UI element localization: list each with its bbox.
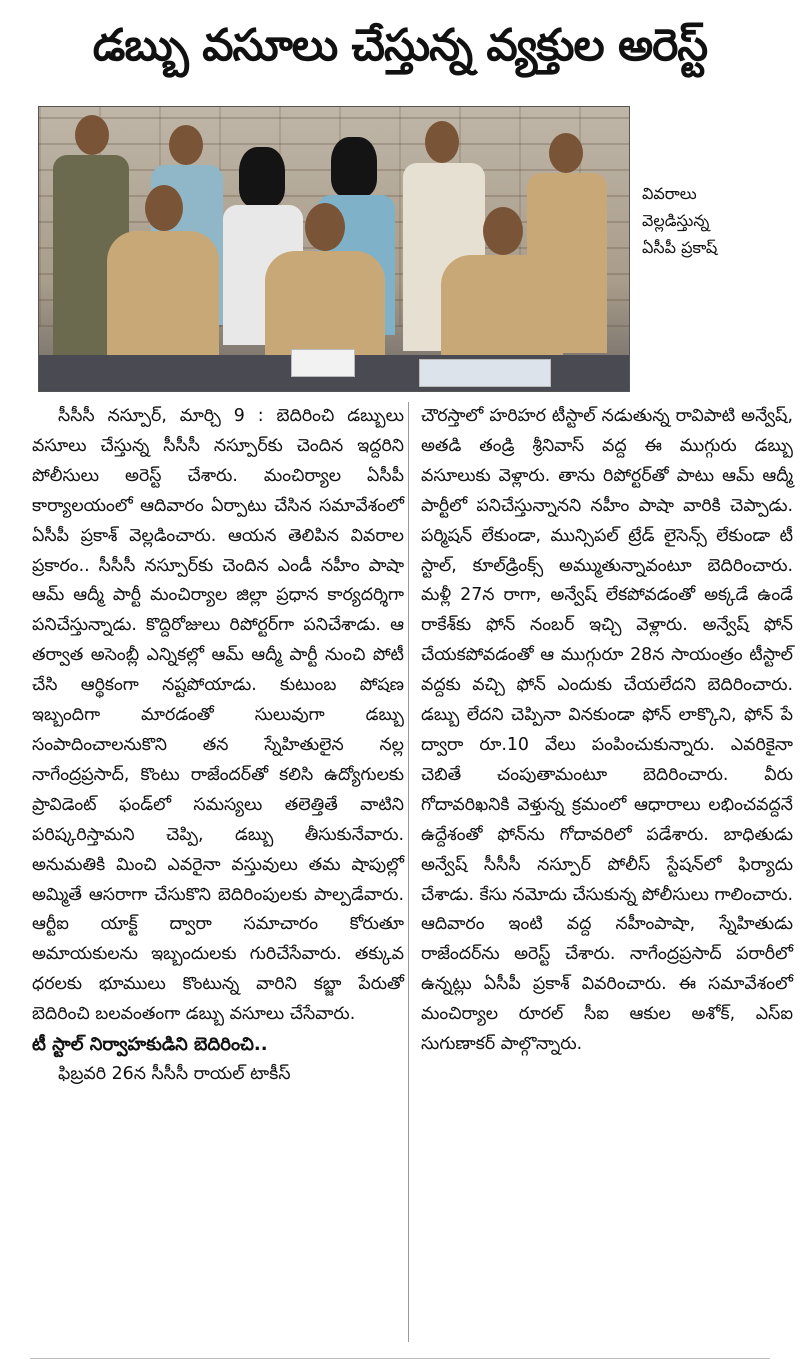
sub-heading: టీ స్టాల్ నిర్వాహకుడిని బెదిరించి..	[32, 1034, 268, 1056]
document-file	[419, 359, 551, 387]
article-headline: డబ్బు వసూలు చేస్తున్న వ్యక్తుల అరెస్ట్	[92, 20, 708, 71]
officer-left	[103, 185, 223, 365]
right-paragraph-1: చౌరస్తాలో హరిహర టీస్టాల్ నడుతున్న రావిపాటి అన్వేష్, అతడి తండ్రి శ్రీనివాస్ వద్ద ఈ ముగ్గురు డబ్బు వసూలుకు వెళ్లారు. తాను రిపోర్టర్‌తో పాటు ఆమ్ ఆద్మీ పార్టీలో పనిచేస్తున్నానని నహీం పాషా వారికి చెప్పాడు. పర్మిషన్ లేకుండా, మున్సిపల్ ట్రేడ్ లైసెన్స్ లేకుండా టీ స్టాల్, కూల్‌డ్రింక్స్ అమ్ముతున్నావంటూ బెదిరించారు. మళ్లీ 27న రాగా, అన్వేష్ లేకపోవడంతో అక్కడే ఉండే రాకేశ్‌కు ఫోన్ నంబర్ ఇచ్చి వెళ్లారు. అన్వేష్ ఫోన్ చేయకపోవడంతో ఆ ముగ్గురూ 28న సాయంత్రం టీస్టాల్ వద్దకు వచ్చి ఫోన్ ఎందుకు చేయలేదని బెదిరించారు. డబ్బు లేదని చెప్పినా వినకుండా ఫోన్ లాక్కొని, ఫోన్ పే ద్వారా రూ.10 వేలు పంపించుకున్నారు. ఎవరికైనా చెబితే చంపుతామంటూ బెదిరించారు. వీరు గోదావరిఖనికి వెళ్తున్న క్రమంలో ఆధారాలు లభించవద్దనే ఉద్దేశంతో ఫోన్‌ను గోదావరిలో పడేశారు. బాధితుడు అన్వేష్ సీసీసీ నస్పూర్ పోలీస్ స్టేషన్‌లో ఫిర్యాదు చేశాడు. కేసు నమోదు చేసుకున్న పోలీసులు గాలించారు. ఆదివారం ఇంటి వద్ద నహీంపాషా, స్నేహితుడు రాజేందర్‌ను అరెస్ట్ చేశారు. నాగేంద్రప్రసాద్ పరారీలో ఉన్నట్లు ఏసీపీ ప్రకాశ్ వివరించారు. ఈ సమావేశంలో మంచిర్యాల రూరల్ సీఐ ఆకుల అశోక్, ఎస్ఐ సుగుణాకర్ పాల్గొన్నారు.	[421, 406, 793, 1055]
paper-sheet	[291, 349, 355, 377]
right-column	[421, 402, 793, 1060]
left-paragraph-2: ఫిబ్రవరి 26న సీసీసీ రాయల్ టాకీస్	[58, 1063, 291, 1084]
officer-right	[437, 207, 567, 375]
photo-caption: వివరాలు వెల్లడిస్తున్న ఏసీపీ ప్రకాష్	[642, 184, 718, 257]
press-meet-photo	[38, 106, 630, 392]
officer-center	[261, 203, 389, 373]
bottom-rule	[30, 1358, 770, 1359]
left-column	[32, 402, 404, 1090]
left-paragraph-1: సీసీసీ నస్పూర్, మార్చి 9 : బెదిరించి డబ్బులు వసూలు చేస్తున్న సీసీసీ నస్పూర్‌కు చెందిన ఇద్దరిని పోలీసులు అరెస్ట్ చేశారు. మంచిర్యాల ఏసీపీ కార్యాలయంలో ఆదివారం ఏర్పాటు చేసిన సమావేశంలో ఏసీపీ ప్రకాశ్ వెల్లడించారు. ఆయన తెలిపిన వివరాల ప్రకారం.. సీసీసీ నస్పూర్‌కు చెందిన ఎండీ నహీం పాషా ఆమ్ ఆద్మీ పార్టీ మంచిర్యాల జిల్లా ప్రధాన కార్యదర్శిగా పనిచేస్తున్నాడు. కొద్దిరోజులు రిపోర్టర్‌గా పనిచేశాడు. ఆ తర్వాత అసెంబ్లీ ఎన్నికల్లో ఆమ్ ఆద్మీ పార్టీ నుంచి పోటీ చేసి ఆర్థికంగా నష్టపోయాడు. కుటుంబ పోషణ ఇబ్బందిగా మారడంతో సులువుగా డబ్బు సంపాదించాలనుకొని తన స్నేహితులైన నల్ల నాగేంద్రప్రసాద్, కొంటు రాజేందర్‌తో కలిసి ఉద్యోగులకు ప్రావిడెంట్ ఫండ్‌లో సమస్యలు తలెత్తితే వాటిని పరిష్కరిస్తామని చెప్పి, డబ్బు తీసుకునేవారు. అనుమతికి మించి ఎవరైనా వస్తువులు తమ షాపుల్లో అమ్మితే ఆసరాగా చేసుకొని బెదిరింపులకు పాల్పడేవారు. ఆర్టీఐ యాక్ట్ ద్వారా సమాచారం కోరుతూ అమాయకులను ఇబ్బందులకు గురిచేసేవారు. తక్కువ ధరలకు భూములు కొంటున్న వారిని కబ్జా పేరుతో బెదిరించి బలవంతంగా డబ్బు వసూలు చేసేవారు.	[32, 406, 404, 1025]
column-divider	[408, 402, 409, 1342]
